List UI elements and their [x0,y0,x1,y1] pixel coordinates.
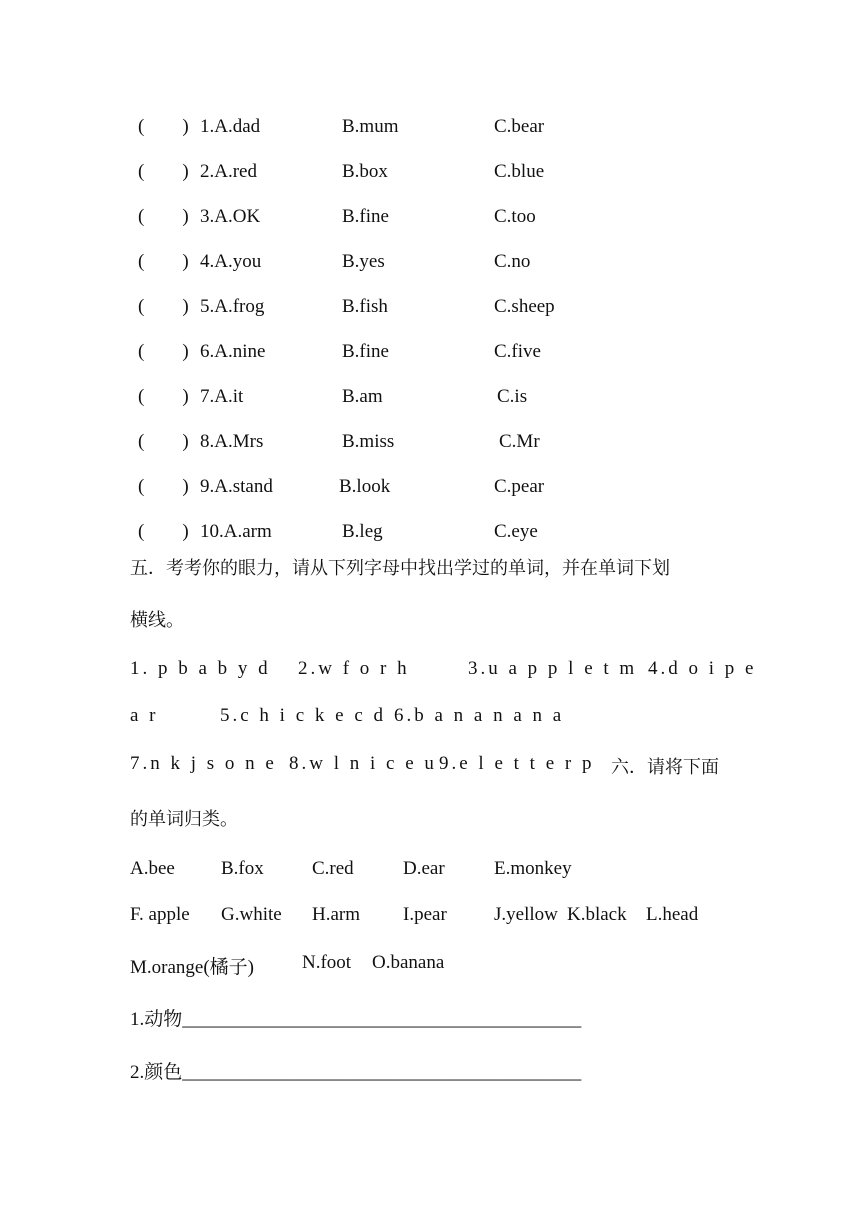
option-b: B.fine [342,341,389,362]
answer-blank[interactable]: ( ) [138,116,189,137]
answer-blank[interactable]: ( ) [138,341,189,362]
option-b: B.miss [342,431,395,452]
question-row [0,472,860,502]
section6-title: 六．请将下面 [611,757,719,778]
option-b: B.am [342,386,383,407]
word-item: M.orange(橘子) [130,957,254,978]
letter-puzzle: 5.c h i c k e c d [220,705,387,726]
option-c: C.sheep [494,296,555,317]
word-item: C.red [312,858,354,879]
answer-blank[interactable]: ( ) [138,161,189,182]
section5-title: 五．考考你的眼力，请从下列字母中找出学过的单词，并在单词下划 [130,558,670,579]
question-row [0,382,860,412]
word-item: I.pear [403,904,447,925]
option-a: 9.A.stand [200,476,273,497]
word-item: L.head [646,904,699,925]
question-row [0,292,860,322]
word-item: D.ear [403,858,445,879]
option-b: B.fish [342,296,388,317]
letter-puzzle: 7.n k j s o n e [130,753,277,774]
option-c: C.too [494,206,536,227]
word-item: N.foot [302,952,352,973]
option-a: 8.A.Mrs [200,431,264,452]
option-a: 1.A.dad [200,116,261,137]
question-row [0,112,860,142]
letter-puzzle-cont: a r [130,705,159,726]
option-c: C.no [494,251,531,272]
category-label: 1.动物 [130,1009,183,1030]
word-item: J.yellow [494,904,558,925]
word-item: O.banana [372,952,445,973]
category-row [130,1057,581,1084]
answer-blank[interactable]: ( ) [138,386,189,407]
option-c: C.five [494,341,541,362]
option-a: 10.A.arm [200,521,272,542]
answer-line[interactable]: __________________________________________ [182,1009,582,1030]
letter-puzzle: 6.b a n a n a n a [394,705,565,726]
option-a: 5.A.frog [200,296,265,317]
word-item: E.monkey [494,858,572,879]
word-item: A.bee [130,858,175,879]
letter-puzzle: 4.d o i p e [648,658,757,679]
option-b: B.leg [342,521,383,542]
letter-puzzle: 2.w f o r h [298,658,410,679]
option-c: C.Mr [499,431,540,452]
option-c: C.is [497,386,528,407]
option-a: 6.A.nine [200,341,266,362]
option-c: C.bear [494,116,545,137]
answer-blank[interactable]: ( ) [138,476,189,497]
option-b: B.mum [342,116,399,137]
word-item: F. apple [130,904,190,925]
question-row [0,157,860,187]
answer-blank[interactable]: ( ) [138,206,189,227]
question-row [0,517,860,547]
option-a: 7.A.it [200,386,244,407]
section5-title-cont: 横线。 [130,610,184,631]
word-item: H.arm [312,904,361,925]
option-c: C.blue [494,161,545,182]
word-item: K.black [567,904,627,925]
option-b: B.yes [342,251,385,272]
answer-blank[interactable]: ( ) [138,251,189,272]
question-row [0,427,860,457]
option-b: B.look [339,476,391,497]
question-row [0,202,860,232]
category-label: 2.颜色 [130,1062,183,1083]
option-a: 2.A.red [200,161,257,182]
letter-puzzle: 1. p b a b y d [130,658,271,679]
question-row [0,247,860,277]
option-b: B.box [342,161,388,182]
letter-puzzle: 3.u a p p l e t m [468,658,638,679]
letter-puzzle: 8.w l n i c e u [289,753,437,774]
option-c: C.eye [494,521,538,542]
option-a: 3.A.OK [200,206,261,227]
question-row [0,337,860,367]
answer-line[interactable]: __________________________________________ [182,1062,582,1083]
option-c: C.pear [494,476,545,497]
option-b: B.fine [342,206,389,227]
word-item: B.fox [221,858,264,879]
category-row [130,1004,581,1031]
answer-blank[interactable]: ( ) [138,521,189,542]
word-item: G.white [221,904,282,925]
section6-title-cont: 的单词归类。 [130,809,238,830]
option-a: 4.A.you [200,251,262,272]
answer-blank[interactable]: ( ) [138,296,189,317]
answer-blank[interactable]: ( ) [138,431,189,452]
letter-puzzle: 9.e l e t t e r p [439,753,595,774]
